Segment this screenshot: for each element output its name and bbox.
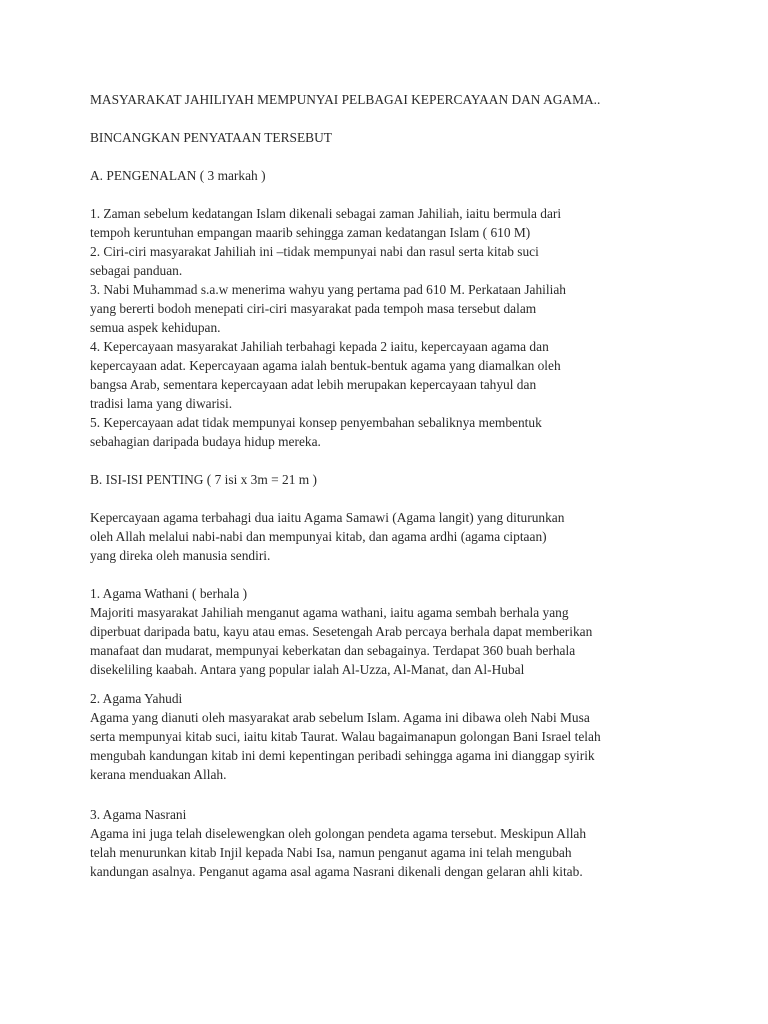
section-a-line: 3. Nabi Muhammad s.a.w menerima wahyu yang pertama pad 610 M. Perkataan Jahiliah — [90, 282, 566, 297]
item-line: Majoriti masyarakat Jahiliah menganut agama wathani, iaitu agama sembah berhala yang — [90, 605, 569, 620]
item-line: telah menurunkan kitab Injil kepada Nabi Isa, namun penganut agama ini telah mengubah — [90, 845, 572, 860]
item-line: kandungan asalnya. Penganut agama asal agama Nasrani dikenali dengan gelaran ahli kitab. — [90, 864, 583, 879]
section-a-line: 1. Zaman sebelum kedatangan Islam dikenali sebagai zaman Jahiliah, iaitu bermula dari — [90, 206, 562, 221]
item-heading: 2. Agama Yahudi — [90, 691, 183, 706]
document-subtitle: BINCANGKAN PENYATAAN TERSEBUT — [90, 130, 332, 145]
section-a-heading: A. PENGENALAN ( 3 markah ) — [90, 168, 266, 183]
item-heading: 3. Agama Nasrani — [90, 807, 187, 822]
item-line: diperbuat daripada batu, kayu atau emas. Sesetengah Arab percaya berhala dapat memberikan — [90, 624, 593, 639]
section-b-intro-line: oleh Allah melalui nabi-nabi dan mempunyai kitab, dan agama ardhi (agama ciptaan) — [90, 529, 547, 544]
section-a-line: kepercayaan adat. Kepercayaan agama ialah bentuk-bentuk agama yang diamalkan oleh — [90, 358, 561, 373]
section-a-paragraph — [90, 204, 730, 451]
section-a-line: 4. Kepercayaan masyarakat Jahiliah terbahagi kepada 2 iaitu, kepercayaan agama dan — [90, 339, 549, 354]
section-b-intro — [90, 508, 730, 565]
item-heading: 1. Agama Wathani ( berhala ) — [90, 586, 248, 601]
item-line: Agama ini juga telah diselewengkan oleh golongan pendeta agama tersebut. Meskipun Allah — [90, 826, 587, 841]
item-line: serta mempunyai kitab suci, iaitu kitab Taurat. Walau bagaimanapun golongan Bani Israel telah — [90, 729, 601, 744]
section-a-line: 5. Kepercayaan adat tidak mempunyai konsep penyembahan sebaliknya membentuk — [90, 415, 542, 430]
item-line: Agama yang dianuti oleh masyarakat arab sebelum Islam. Agama ini dibawa oleh Nabi Musa — [90, 710, 590, 725]
section-a-line: 2. Ciri-ciri masyarakat Jahiliah ini –tidak mempunyai nabi dan rasul serta kitab suci — [90, 244, 539, 259]
item-line: mengubah kandungan kitab ini demi kepentingan peribadi sehingga agama ini dianggap syirik — [90, 748, 595, 763]
item-line: manafaat dan mudarat, mempunyai keberkatan dan sebagainya. Terdapat 360 buah berhala — [90, 643, 576, 658]
section-a-line: sebagai panduan. — [90, 263, 183, 278]
item-line: kerana menduakan Allah. — [90, 767, 227, 782]
section-b-intro-line: yang direka oleh manusia sendiri. — [90, 548, 271, 563]
section-a-line: semua aspek kehidupan. — [90, 320, 221, 335]
section-a-line: tradisi lama yang diwarisi. — [90, 396, 233, 411]
item-agama-yahudi — [90, 689, 730, 784]
section-a-line: sebahagian daripada budaya hidup mereka. — [90, 434, 321, 449]
section-b-heading: B. ISI-ISI PENTING ( 7 isi x 3m = 21 m ) — [90, 472, 317, 487]
section-a-line: tempoh keruntuhan empangan maarib sehingga zaman kedatangan Islam ( 610 M) — [90, 225, 531, 240]
item-agama-wathani — [90, 584, 730, 679]
section-a-line: yang bererti bodoh menepati ciri-ciri masyarakat pada tempoh masa tersebut dalam — [90, 301, 537, 316]
section-a-line: bangsa Arab, sementara kepercayaan adat lebih merupakan kepercayaan tahyul dan — [90, 377, 537, 392]
item-line: disekeliling kaabah. Antara yang popular ialah Al-Uzza, Al-Manat, dan Al-Hubal — [90, 662, 525, 677]
document-title: MASYARAKAT JAHILIYAH MEMPUNYAI PELBAGAI KEPERCAYAAN DAN AGAMA.. — [90, 92, 601, 107]
section-b-intro-line: Kepercayaan agama terbahagi dua iaitu Agama Samawi (Agama langit) yang diturunkan — [90, 510, 565, 525]
document-body — [90, 90, 730, 881]
item-agama-nasrani — [90, 805, 730, 881]
